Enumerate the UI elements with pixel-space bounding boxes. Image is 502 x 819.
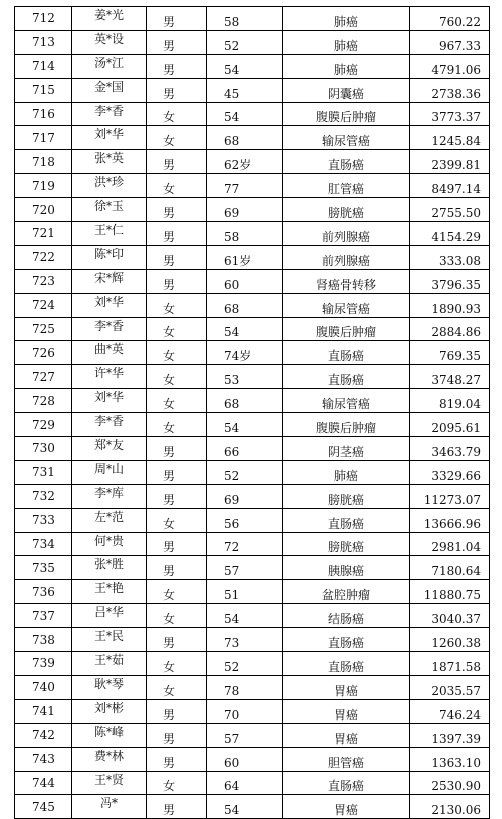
table-row [15,795,490,819]
row-number-cell: 732 [15,484,72,508]
diagnosis-cell: 腹膜后肿瘤 [283,413,410,437]
row-number-cell: 728 [15,389,72,413]
age-cell: 62岁 [207,150,283,174]
amount-cell: 1363.10 [410,747,490,771]
patient-name-cell: 李*库 [72,484,147,508]
row-number-cell: 743 [15,747,72,771]
row-number-cell: 735 [15,556,72,580]
sex-cell: 男 [147,78,207,102]
row-number-cell: 718 [15,150,72,174]
age-cell: 72 [207,532,283,556]
patient-name-cell: 李*香 [72,102,147,126]
age-cell: 61岁 [207,245,283,269]
diagnosis-cell: 前列腺癌 [283,222,410,246]
amount-cell: 1890.93 [410,293,490,317]
patient-name-cell: 张*胜 [72,556,147,580]
diagnosis-cell: 阴囊癌 [283,78,410,102]
age-cell: 68 [207,389,283,413]
amount-cell: 967.33 [410,30,490,54]
patient-name-cell: 宋*辉 [72,269,147,293]
amount-cell: 760.22 [410,7,490,31]
diagnosis-cell: 胃癌 [283,795,410,819]
patient-name-cell: 吕*华 [72,604,147,628]
sex-cell: 男 [147,484,207,508]
sex-cell: 男 [147,437,207,461]
patient-name-cell: 张*英 [72,150,147,174]
table-row [15,604,490,628]
table-row [15,652,490,676]
table-row [15,174,490,198]
diagnosis-cell: 阴茎癌 [283,437,410,461]
age-cell: 54 [207,413,283,437]
age-cell: 60 [207,747,283,771]
patient-name-cell: 刘*彬 [72,699,147,723]
row-number-cell: 729 [15,413,72,437]
diagnosis-cell: 肾癌骨转移 [283,269,410,293]
sex-cell: 女 [147,102,207,126]
sex-cell: 女 [147,341,207,365]
amount-cell: 3773.37 [410,102,490,126]
row-number-cell: 731 [15,460,72,484]
age-cell: 68 [207,293,283,317]
row-number-cell: 738 [15,628,72,652]
row-number-cell: 742 [15,723,72,747]
age-cell: 54 [207,102,283,126]
patient-name-cell: 王*仁 [72,222,147,246]
age-cell: 77 [207,174,283,198]
sex-cell: 女 [147,365,207,389]
amount-cell: 769.35 [410,341,490,365]
diagnosis-cell: 直肠癌 [283,365,410,389]
age-cell: 58 [207,7,283,31]
table-row [15,54,490,78]
table-body [15,7,490,819]
table-row [15,102,490,126]
age-cell: 78 [207,675,283,699]
amount-cell: 3329.66 [410,460,490,484]
table-row [15,437,490,461]
table-row [15,413,490,437]
sex-cell: 男 [147,198,207,222]
amount-cell: 3463.79 [410,437,490,461]
age-cell: 51 [207,580,283,604]
diagnosis-cell: 膀胱癌 [283,532,410,556]
patient-name-cell: 洪*珍 [72,174,147,198]
amount-cell: 1260.38 [410,628,490,652]
amount-cell: 3748.27 [410,365,490,389]
age-cell: 56 [207,508,283,532]
age-cell: 74岁 [207,341,283,365]
diagnosis-cell: 胃癌 [283,699,410,723]
row-number-cell: 737 [15,604,72,628]
diagnosis-cell: 输尿管癌 [283,126,410,150]
sex-cell: 女 [147,771,207,795]
amount-cell: 2530.90 [410,771,490,795]
amount-cell: 3796.35 [410,269,490,293]
diagnosis-cell: 直肠癌 [283,150,410,174]
age-cell: 53 [207,365,283,389]
table-row [15,628,490,652]
diagnosis-cell: 膀胱癌 [283,198,410,222]
patient-name-cell: 郑*友 [72,437,147,461]
age-cell: 52 [207,652,283,676]
table-row [15,317,490,341]
table-row [15,675,490,699]
row-number-cell: 740 [15,675,72,699]
table-row [15,293,490,317]
row-number-cell: 722 [15,245,72,269]
diagnosis-cell: 胆管癌 [283,747,410,771]
table-row [15,699,490,723]
table-row [15,198,490,222]
row-number-cell: 720 [15,198,72,222]
diagnosis-cell: 输尿管癌 [283,389,410,413]
patient-name-cell: 汤*江 [72,54,147,78]
amount-cell: 2755.50 [410,198,490,222]
table-row [15,7,490,31]
patient-name-cell: 李*香 [72,413,147,437]
diagnosis-cell: 直肠癌 [283,508,410,532]
diagnosis-cell: 胃癌 [283,723,410,747]
row-number-cell: 713 [15,30,72,54]
amount-cell: 11273.07 [410,484,490,508]
age-cell: 52 [207,460,283,484]
amount-cell: 2095.61 [410,413,490,437]
diagnosis-cell: 膀胱癌 [283,484,410,508]
amount-cell: 333.08 [410,245,490,269]
amount-cell: 4154.29 [410,222,490,246]
row-number-cell: 712 [15,7,72,31]
sex-cell: 男 [147,150,207,174]
amount-cell: 8497.14 [410,174,490,198]
table-row [15,78,490,102]
sex-cell: 女 [147,652,207,676]
row-number-cell: 741 [15,699,72,723]
table-row [15,389,490,413]
age-cell: 66 [207,437,283,461]
sex-cell: 男 [147,7,207,31]
patient-name-cell: 耿*琴 [72,675,147,699]
diagnosis-cell: 肺癌 [283,30,410,54]
diagnosis-cell: 直肠癌 [283,771,410,795]
sex-cell: 女 [147,126,207,150]
sex-cell: 女 [147,675,207,699]
sex-cell: 男 [147,54,207,78]
age-cell: 54 [207,795,283,819]
diagnosis-cell: 输尿管癌 [283,293,410,317]
amount-cell: 1871.58 [410,652,490,676]
row-number-cell: 714 [15,54,72,78]
table-row [15,556,490,580]
table-row [15,365,490,389]
diagnosis-cell: 直肠癌 [283,341,410,365]
patient-name-cell: 英*设 [72,30,147,54]
row-number-cell: 739 [15,652,72,676]
row-number-cell: 723 [15,269,72,293]
patient-name-cell: 费*林 [72,747,147,771]
table-row [15,269,490,293]
table-row [15,341,490,365]
sex-cell: 男 [147,556,207,580]
row-number-cell: 734 [15,532,72,556]
sex-cell: 男 [147,699,207,723]
age-cell: 60 [207,269,283,293]
sex-cell: 女 [147,293,207,317]
patient-name-cell: 金*国 [72,78,147,102]
age-cell: 57 [207,556,283,580]
age-cell: 52 [207,30,283,54]
age-cell: 54 [207,317,283,341]
row-number-cell: 717 [15,126,72,150]
amount-cell: 1245.84 [410,126,490,150]
sex-cell: 男 [147,460,207,484]
age-cell: 57 [207,723,283,747]
patient-name-cell: 王*贤 [72,771,147,795]
table-row [15,222,490,246]
diagnosis-cell: 前列腺癌 [283,245,410,269]
patient-name-cell: 徐*玉 [72,198,147,222]
table-row [15,484,490,508]
patient-name-cell: 刘*华 [72,126,147,150]
sex-cell: 男 [147,628,207,652]
diagnosis-cell: 肺癌 [283,460,410,484]
amount-cell: 13666.96 [410,508,490,532]
sex-cell: 男 [147,723,207,747]
age-cell: 68 [207,126,283,150]
table-row [15,747,490,771]
patient-name-cell: 刘*华 [72,389,147,413]
amount-cell: 11880.75 [410,580,490,604]
patient-cost-table [14,6,490,819]
age-cell: 54 [207,604,283,628]
diagnosis-cell: 肺癌 [283,7,410,31]
amount-cell: 3040.37 [410,604,490,628]
sex-cell: 男 [147,222,207,246]
amount-cell: 2035.57 [410,675,490,699]
sex-cell: 女 [147,580,207,604]
amount-cell: 2399.81 [410,150,490,174]
patient-name-cell: 陈*峰 [72,723,147,747]
age-cell: 45 [207,78,283,102]
row-number-cell: 727 [15,365,72,389]
row-number-cell: 726 [15,341,72,365]
sex-cell: 女 [147,413,207,437]
sex-cell: 女 [147,508,207,532]
table-row [15,532,490,556]
diagnosis-cell: 胃癌 [283,675,410,699]
patient-name-cell: 曲*英 [72,341,147,365]
age-cell: 69 [207,484,283,508]
sex-cell: 男 [147,30,207,54]
diagnosis-cell: 结肠癌 [283,604,410,628]
sex-cell: 女 [147,604,207,628]
sex-cell: 女 [147,174,207,198]
patient-name-cell: 冯* [72,795,147,819]
diagnosis-cell: 腹膜后肿瘤 [283,102,410,126]
row-number-cell: 730 [15,437,72,461]
diagnosis-cell: 直肠癌 [283,628,410,652]
row-number-cell: 719 [15,174,72,198]
age-cell: 73 [207,628,283,652]
sex-cell: 女 [147,389,207,413]
table-row [15,723,490,747]
table-row [15,150,490,174]
amount-cell: 4791.06 [410,54,490,78]
table-row [15,126,490,150]
age-cell: 70 [207,699,283,723]
amount-cell: 1397.39 [410,723,490,747]
amount-cell: 746.24 [410,699,490,723]
diagnosis-cell: 腹膜后肿瘤 [283,317,410,341]
row-number-cell: 715 [15,78,72,102]
row-number-cell: 744 [15,771,72,795]
sex-cell: 男 [147,269,207,293]
patient-name-cell: 许*华 [72,365,147,389]
patient-name-cell: 何*贵 [72,532,147,556]
sex-cell: 男 [147,747,207,771]
amount-cell: 2884.86 [410,317,490,341]
table-row [15,460,490,484]
row-number-cell: 725 [15,317,72,341]
age-cell: 64 [207,771,283,795]
sex-cell: 男 [147,532,207,556]
table-row [15,580,490,604]
patient-name-cell: 陈*印 [72,245,147,269]
patient-name-cell: 刘*华 [72,293,147,317]
row-number-cell: 733 [15,508,72,532]
sex-cell: 男 [147,245,207,269]
row-number-cell: 745 [15,795,72,819]
table-row [15,245,490,269]
age-cell: 58 [207,222,283,246]
diagnosis-cell: 直肠癌 [283,652,410,676]
patient-name-cell: 王*艳 [72,580,147,604]
patient-name-cell: 周*山 [72,460,147,484]
diagnosis-cell: 肺癌 [283,54,410,78]
sex-cell: 女 [147,317,207,341]
row-number-cell: 736 [15,580,72,604]
amount-cell: 819.04 [410,389,490,413]
sex-cell: 男 [147,795,207,819]
age-cell: 69 [207,198,283,222]
row-number-cell: 716 [15,102,72,126]
age-cell: 54 [207,54,283,78]
row-number-cell: 724 [15,293,72,317]
diagnosis-cell: 盆腔肿瘤 [283,580,410,604]
table-row [15,508,490,532]
patient-name-cell: 姜*光 [72,7,147,31]
row-number-cell: 721 [15,222,72,246]
patient-name-cell: 李*香 [72,317,147,341]
diagnosis-cell: 肛管癌 [283,174,410,198]
table-row [15,30,490,54]
amount-cell: 2738.36 [410,78,490,102]
amount-cell: 7180.64 [410,556,490,580]
amount-cell: 2981.04 [410,532,490,556]
amount-cell: 2130.06 [410,795,490,819]
table-row [15,771,490,795]
patient-name-cell: 左*范 [72,508,147,532]
diagnosis-cell: 胰腺癌 [283,556,410,580]
patient-name-cell: 王*茹 [72,652,147,676]
patient-name-cell: 王*民 [72,628,147,652]
